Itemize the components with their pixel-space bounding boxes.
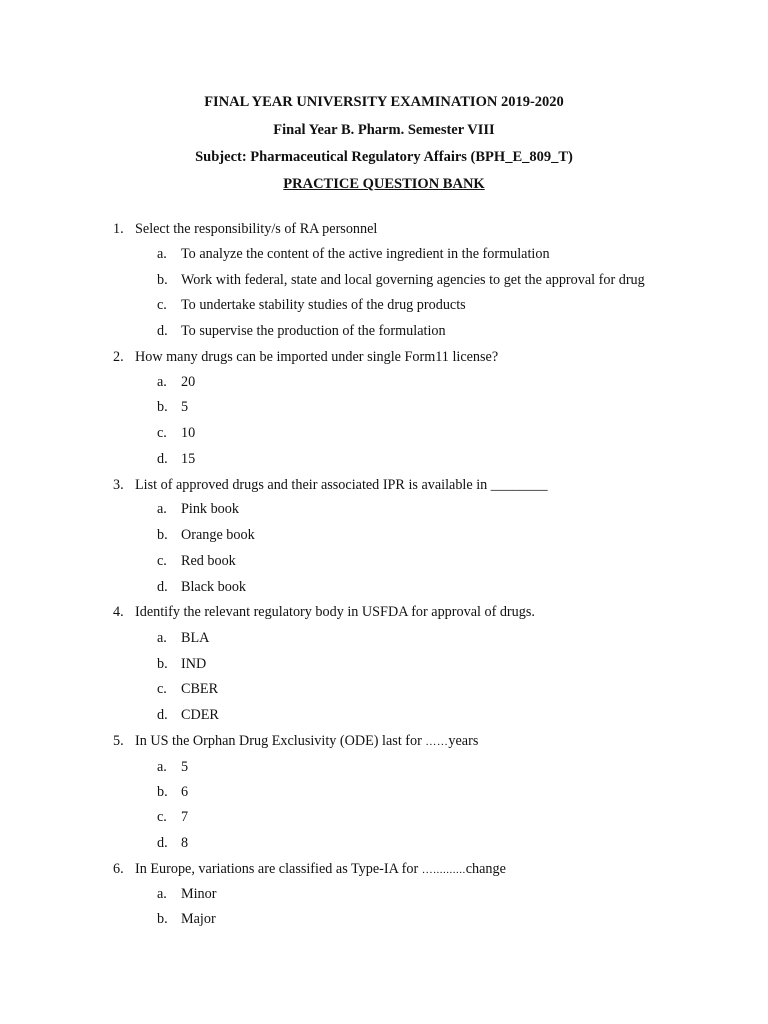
option-letter: c. xyxy=(157,425,167,441)
section-title: PRACTICE QUESTION BANK xyxy=(283,176,485,192)
option-text: IND xyxy=(181,656,207,672)
question-number: 5. xyxy=(113,733,124,749)
option-text: BLA xyxy=(181,630,210,646)
question-text-before: In Europe, variations are classified as Type-IA for xyxy=(135,861,422,877)
question-number: 3. xyxy=(113,477,124,493)
option-text: To undertake stability studies of the drug products xyxy=(181,297,466,313)
option-text: Minor xyxy=(181,886,217,902)
option-letter: d. xyxy=(157,835,168,851)
option-letter: b. xyxy=(157,911,168,927)
option-letter: d. xyxy=(157,323,168,339)
option-text: 7 xyxy=(181,809,189,825)
option-text: Red book xyxy=(181,553,236,569)
subject-title: Subject: Pharmaceutical Regulatory Affairs (BPH_E_809_T) xyxy=(195,149,573,165)
option-letter: d. xyxy=(157,579,168,595)
option-letter: b. xyxy=(157,527,168,543)
question-text: Select the responsibility/s of RA personnel xyxy=(135,221,378,237)
question-text: How many drugs can be imported under single Form11 license? xyxy=(135,349,499,365)
option-letter: a. xyxy=(157,886,167,902)
option-text: Pink book xyxy=(181,501,239,517)
option-letter: c. xyxy=(157,809,167,825)
option-text: 5 xyxy=(181,759,189,775)
question-text-after: years xyxy=(448,733,479,749)
question-number: 1. xyxy=(113,221,124,237)
option-text: 10 xyxy=(181,425,196,441)
question-number: 4. xyxy=(113,604,124,620)
question-number: 6. xyxy=(113,861,124,877)
option-letter: c. xyxy=(157,681,167,697)
option-text: To supervise the production of the formulation xyxy=(181,323,446,339)
answer-blank: …… xyxy=(425,736,449,748)
option-letter: b. xyxy=(157,399,168,415)
question-text xyxy=(135,733,478,750)
option-letter: a. xyxy=(157,246,167,262)
option-letter: c. xyxy=(157,553,167,569)
option-text: CDER xyxy=(181,707,219,723)
question-text: Identify the relevant regulatory body in USFDA for approval of drugs. xyxy=(135,604,535,620)
option-letter: a. xyxy=(157,374,167,390)
question-text-after: change xyxy=(465,861,506,877)
option-letter: c. xyxy=(157,297,167,313)
option-letter: a. xyxy=(157,501,167,517)
option-letter: b. xyxy=(157,656,168,672)
question-text xyxy=(135,861,506,878)
option-letter: b. xyxy=(157,272,168,288)
option-letter: b. xyxy=(157,784,168,800)
option-text: Work with federal, state and local governing agencies to get the approval for drug xyxy=(181,272,645,288)
answer-blank: ….......... xyxy=(421,864,466,876)
option-letter: d. xyxy=(157,707,168,723)
question-number: 2. xyxy=(113,349,124,365)
option-text: 8 xyxy=(181,835,189,851)
option-text: Major xyxy=(181,911,216,927)
option-text: 5 xyxy=(181,399,189,415)
option-text: 20 xyxy=(181,374,196,390)
question-text-before: In US the Orphan Drug Exclusivity (ODE) last for xyxy=(135,733,426,749)
question-text: List of approved drugs and their associated IPR is available in ________ xyxy=(135,477,548,493)
option-text: 15 xyxy=(181,451,196,467)
option-text: To analyze the content of the active ingredient in the formulation xyxy=(181,246,550,262)
option-letter: a. xyxy=(157,630,167,646)
option-text: Black book xyxy=(181,579,247,595)
option-text: Orange book xyxy=(181,527,255,543)
option-text: CBER xyxy=(181,681,219,697)
option-letter: d. xyxy=(157,451,168,467)
option-letter: a. xyxy=(157,759,167,775)
course-title: Final Year B. Pharm. Semester VIII xyxy=(273,122,495,138)
option-text: 6 xyxy=(181,784,189,800)
exam-title: FINAL YEAR UNIVERSITY EXAMINATION 2019-2020 xyxy=(204,94,564,110)
